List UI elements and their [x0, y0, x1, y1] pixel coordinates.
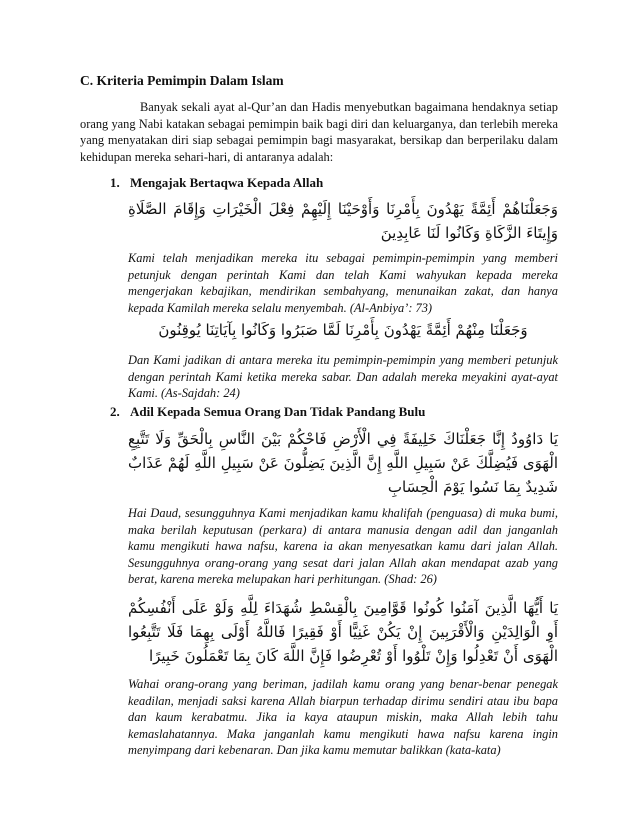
arabic-verse-shad-26: يَا دَاوُودُ إِنَّا جَعَلْنَاكَ خَلِيفَةً فِي الْأَرْضِ فَاحْكُمْ بَيْنَ النَّاسِ بِالْحَقِّ وَلَا تَتَّبِعِ الْهَوَى فَيُضِلَّكَ عَنْ سَبِيلِ اللَّهِ إِنَّ الَّذِينَ يَضِلُّونَ عَنْ سَبِيلِ اللَّهِ لَهُمْ عَذَابٌ شَدِيدٌ بِمَا نَسُوا يَوْمَ الْحِسَابِ [128, 430, 558, 496]
translation-sajdah-24: Dan Kami jadikan di antara mereka itu pemimpin-pemimpin yang memberi petunjuk dengan perintah Kami ketika mereka sabar. Dan adalah mereka meyakini ayat-ayat Kami. (As-Sajdah: 24) [128, 353, 558, 401]
criterion-2-heading [110, 403, 425, 420]
translation-nisa-135: Wahai orang-orang yang beriman, jadilah kamu orang yang benar-benar penegak keadilan, menjadi saksi karena Allah biarpun terhadap dirimu sendiri atau ibu bapa dan kaum kerabatmu. Jika ia kaya ataupun miskin, maka Allah lebih tahu kemaslahatannya. Maka janganlah kamu mengikuti hawa nafsu karena ingin menyimpang dari kebenaran. Dan jika kamu memutar balikkan (kata-kata) [128, 677, 558, 758]
intro-paragraph [80, 99, 558, 165]
arabic-verse-sajdah-24: وَجَعَلْنَا مِنْهُمْ أَئِمَّةً يَهْدُونَ بِأَمْرِنَا لَمَّا صَبَرُوا وَكَانُوا بِآيَاتِنَا يُوقِنُونَ [158, 321, 528, 339]
arabic-verse-anbiya-73: وَجَعَلْنَاهُمْ أَئِمَّةً يَهْدُونَ بِأَمْرِنَا وَأَوْحَيْنَا إِلَيْهِمْ فِعْلَ الْخَيْرَاتِ وَإِقَامَ الصَّلَاةِ وَإِيتَاءَ الزَّكَاةِ وَكَانُوا لَنَا عَابِدِينَ [128, 200, 558, 242]
criterion-title: Mengajak Bertaqwa Kepada Allah [130, 175, 324, 190]
criterion-title: Adil Kepada Semua Orang Dan Tidak Pandang Bulu [130, 404, 426, 419]
arabic-verse-nisa-135: يَا أَيُّهَا الَّذِينَ آمَنُوا كُونُوا قَوَّامِينَ بِالْقِسْطِ شُهَدَاءَ لِلَّهِ وَلَوْ عَلَى أَنْفُسِكُمْ أَوِ الْوَالِدَيْنِ وَالْأَقْرَبِينَ إِنْ يَكُنْ غَنِيًّا أَوْ فَقِيرًا فَاللَّهُ أَوْلَى بِهِمَا فَلَا تَتَّبِعُوا الْهَوَى أَنْ تَعْدِلُوا وَإِنْ تَلْوُوا أَوْ تُعْرِضُوا فَإِنَّ اللَّهَ كَانَ بِمَا تَعْمَلُونَ خَبِيرًا [128, 599, 558, 665]
section-heading: C. Kriteria Pemimpin Dalam Islam [80, 73, 284, 88]
translation-anbiya-73: Kami telah menjadikan mereka itu sebagai pemimpin-pemimpin yang memberi petunjuk dengan perintah Kami dan telah Kami wahyukan kepada mereka mengerjakan kebajikan, mendirikan sembahyang, menunaikan zakat, dan hanya kepada Kamilah mereka selalu menyembah. (Al-Anbiya’: 73) [128, 251, 558, 315]
criterion-1-heading [110, 174, 323, 191]
criterion-number: 1. [110, 175, 120, 190]
criterion-number: 2. [110, 404, 120, 419]
translation-shad-26: Hai Daud, sesungguhnya Kami menjadikan kamu khalifah (penguasa) di muka bumi, maka berilah keputusan (perkara) di antara manusia dengan adil dan janganlah kamu mengikuti hawa nafsu, karena ia akan menyesatkan kamu dari jalan Allah. Sesungguhnya orang-orang yang sesat dari jalan Allah akan mendapat azab yang berat, karena mereka melupakan hari perhitungan. (Shad: 26) [128, 506, 558, 587]
intro-text: Banyak sekali ayat al-Qur’an dan Hadis menyebutkan bagaimana hendaknya setiap orang yang Nabi katakan sebagai pemimpin baik bagi diri dan keluarganya, dan terlebih mereka yang menyatakan diri siap sebagai pemimpin bagi masyarakat, bersikap dan berperilaku dalam kehidupan mereka sehari-hari, di antaranya adalah: [80, 100, 558, 164]
